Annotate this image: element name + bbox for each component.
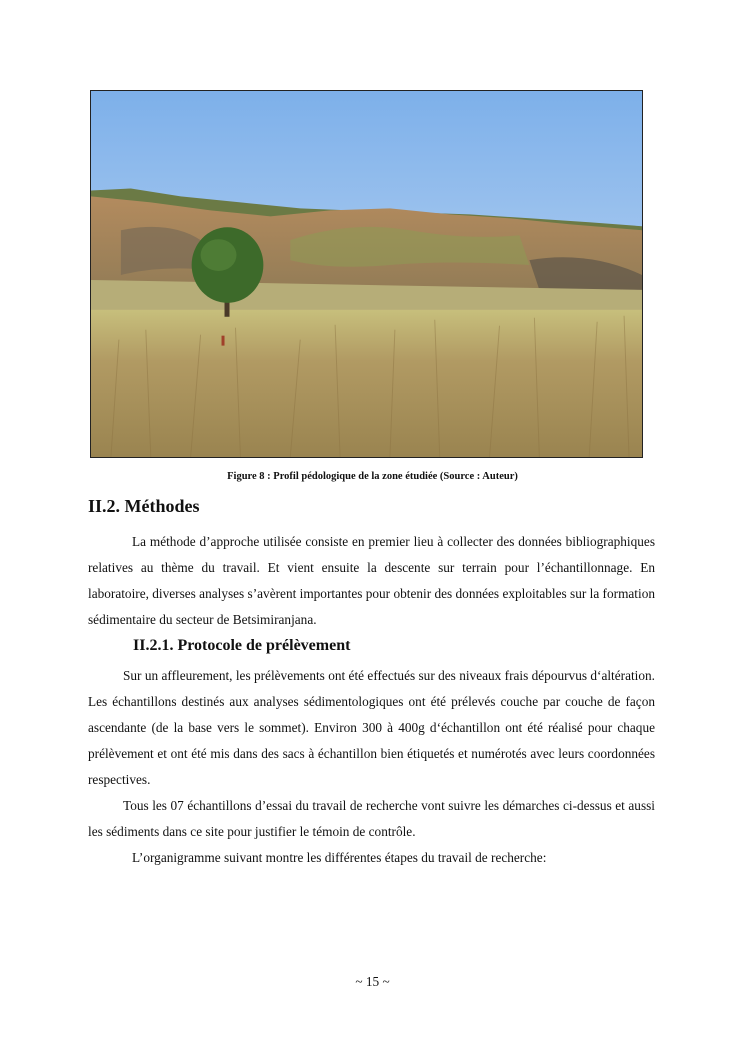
section-intro-paragraph: La méthode d’approche utilisée consiste en premier lieu à collecter des données bibliographiques relatives au thème du travail. Et vient ensuite la descente sur terrain pour l’échantillonnage. En laboratoire, diverses analyses s’avèrent importantes pour obtenir des données exploitables sur la formation sédimentaire du secteur de Betsimiranjana. <box>88 534 655 627</box>
paragraph-sampling: Sur un affleurement, les prélèvements ont été effectués sur des niveaux frais dépourvus d‘altération. Les échantillons destinés aux analyses sédimentologiques ont été prélevés couche par couche de façon ascendante (de la base vers le sommet). Environ 300 à 400g d‘échantillon ont été réalisé pour chaque prélèvement et ont été mis dans des sacs à échantillon bien étiquetés et numérotés avec leurs coordonnées respectives. <box>88 668 655 787</box>
section-heading: II.2. Méthodes <box>88 496 200 516</box>
figure-photo <box>90 90 643 458</box>
tree-crown-highlight <box>201 239 237 271</box>
landscape-photo <box>91 91 642 457</box>
figure-caption: Figure 8 : Profil pédologique de la zone étudiée (Source : Auteur) <box>227 471 518 482</box>
subsection-heading: II.2.1. Protocole de prélèvement <box>133 637 351 654</box>
paragraph-samples: Tous les 07 échantillons d’essai du travail de recherche vont suivre les démarches ci-dessus et aussi les sédiments dans ce site pour justifier le témoin de contrôle. <box>88 798 655 839</box>
page-number: ~ 15 ~ <box>355 974 390 989</box>
grass-field <box>91 310 642 457</box>
paragraph-flowchart-intro: L’organigramme suivant montre les différentes étapes du travail de recherche: <box>132 850 547 865</box>
survey-marker <box>222 336 225 346</box>
